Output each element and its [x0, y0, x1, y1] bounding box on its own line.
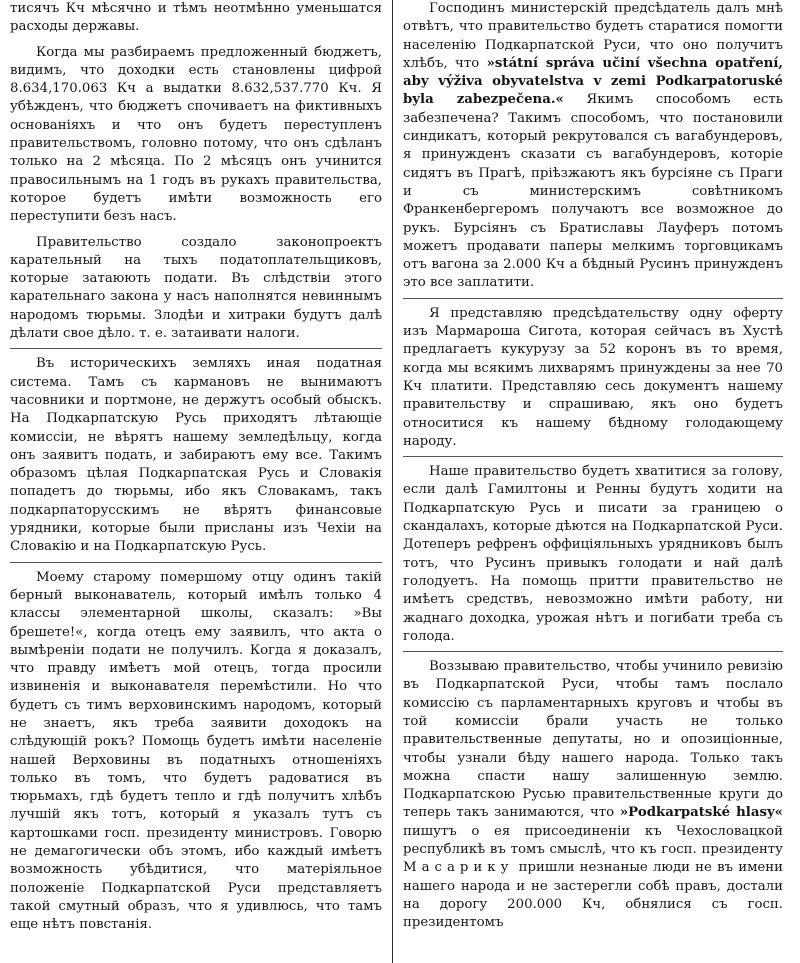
column-divider	[392, 0, 393, 963]
right-p4-text-b: пишутъ о ея присоединеніи къ Чехословацкой республикѣ въ томъ смыслѣ, что къ госп. президенту	[403, 823, 783, 858]
right-p1-quote: »státní správa učiní všechna opatření, aby výživa obyvatelstva v zemi Podkarpatoruské byla zabezpečena.«	[403, 55, 783, 108]
right-p1-text-b: Якимъ способомъ есть забезпечена? Такимъ способомъ, что постановили синдикатъ, который рекрутовался съ вагабундеровъ, я принужденъ сказати съ вагабундеровъ, которіе сидятъ въ Прагѣ, пріѣзжаютъ якъ бурсіяне съ Праги и съ министерскимъ совѣтникомъ Франкенбергеромъ получаютъ все возможное до рукъ. Бурсіянъ съ Братиславы Лауферъ потомъ можетъ продавати паперы мелкимъ торговцикамъ отъ вагона за 2.000 Кч а бѣдный Русинъ принужденъ это все заплатити.	[403, 92, 783, 291]
right-section-rule	[403, 456, 783, 457]
right-section-rule	[403, 651, 783, 652]
right-column	[403, 0, 783, 963]
right-p1-text-a: Господинъ министерскій предсѣдатель далъ мнѣ отвѣтъ, что правительство будетъ старатися помогти населенію Подкарпатской Руси, что оно получитъ хлѣбъ, что	[403, 1, 783, 71]
right-p4-name: Масарику	[403, 860, 514, 876]
left-paragraph-2: Когда мы разбираемъ предложенный бюджетъ, видимъ, что доходки есть становлены цифрой 8.634,170.063 Кч а выдатки 8.632,537.770 Кч. Я убѣжденъ, что бюджетъ спочиваетъ на фиктивныхъ основаніяхъ и что онъ будетъ переступленъ правительствомъ, головно потому, что онъ сдѣланъ только на 2 мѣсяца. По 2 мѣсяцъ онъ учинится правосильнымъ на 1 годъ въ рукахъ правительства, которое будетъ имѣти возможность его переступити безъ насъ.	[10, 44, 382, 225]
left-paragraph-3: Правительство создало законопроектъ карательный на тыхъ податоплательщиковъ, которые затаюють подати. Въ слѣдствіи этого карательнаго закона у насъ наполнятся невиннымъ народомъ тюрьмы. Злодѣи и хитраки будутъ далѣ дѣлати свое дѣло. т. е. затаивати налоги.	[10, 234, 382, 342]
right-section-rule	[403, 298, 783, 299]
right-p4-text-a: Воззываю правительство, чтобы учинило ревизію въ Подкарпатской Руси, чтобы тамъ послало комиссію съ парламентарныхъ круговъ и чтобы въ той комиссіи брали участь не только правительственные депутаты, но и опозиціонные, чтобы узнали бѣду нашего народа. Только такъ можна спасти нашу залишенную землю. Подкарпатскою Русью правительственные круги до теперь такъ занимаются, что	[403, 659, 783, 821]
right-p4-quote: »Podkarpatské hlasy«	[619, 805, 783, 821]
left-paragraph-5: Моему старому помершому отцу одинъ такій берный выконаватель, который имѣлъ только 4 классы элементарной школы, сказалъ: »Вы брешете!«, когда отецъ ему заявилъ, что акта о вымѣреніи подати не получилъ. Когда я доказалъ, что правду имѣетъ мой отецъ, тогда просили извиненія и выконавателя перемѣстили. Но что будетъ съ тимъ верховинскимъ народомъ, который не знаетъ, якъ треба заявити доходокъ на слѣдующій рокъ? Помощь будетъ имѣти населеніе нашей Верховины въ податныхъ отношеніяхъ только въ томъ, что будетъ радоватися въ тюрьмахъ, гдѣ будетъ тепло и гдѣ получитъ хлѣбъ лучшій якъ тотъ, который я указалъ тутъ съ картошками госп. президенту министровъ. Говорю не демагогически объ этомъ, ибо каждый имѣетъ возможность убѣдитися, что матеріяльное положеніе Подкарпатской Руси представляетъ такой смутный образъ, что я удивлюсь, что тамъ еще нѣтъ повстанія.	[10, 569, 382, 933]
left-paragraph-1: тисячъ Кч мѣсячно и тѣмъ неотмѣнно уменьшатся расходы державы.	[10, 1, 382, 35]
right-paragraph-4	[403, 658, 783, 932]
left-paragraph-4: Въ историческихъ земляхъ иная податная система. Тамъ съ кармановъ не вынимаютъ часовники и портмоне, не держутъ особый обыскъ. На Подкарпатскую Русь приходятъ лѣтающіе комиссіи, не вѣрятъ нашему земледѣльцу, когда онъ заявитъ подать, и забираютъ ему все. Такимъ образомъ цѣлая Подкарпатская Русь и Словакія попадетъ до тюрьмы, ибо якъ Словакамъ, такъ подкарпаторусскимъ не вѣрятъ финансовые урядники, которые были присланы изъ Чехіи на Словакію и на Подкарпатскую Русь.	[10, 356, 382, 555]
left-section-rule	[10, 562, 382, 563]
right-paragraph-1	[403, 0, 783, 293]
right-paragraph-3: Наше правительство будетъ хватитися за голову, если далѣ Гамилтоны и Ренны будутъ ходити на Подкарпатскую Русь и писати за границею о скандалахъ, которые дѣются на Подкарпатской Руси. Дотеперъ рефренъ оффиціяльныхъ урядниковъ былъ тотъ, что Русинъ привыкъ голодати и най далѣ голодуетъ. На помощь притти правительство не имѣетъ средствъ, невозможно имѣти работу, ни жаднаго доходка, урожая нѣтъ и погибати треба съ голода.	[403, 464, 783, 644]
right-paragraph-2: Я представляю предсѣдательству одну оферту изъ Мармароша Сигота, которая сейчасъ въ Хустѣ предлагаетъ кукурузу за 52 коронъ въ то время, когда мы всякимъ лихварямъ принуждены за нее 70 Кч платити. Представляю сесь документъ нашему правительству и спрашиваю, якъ оно будетъ относитися къ нашему бѣдному голодающему народу.	[403, 305, 783, 449]
left-section-rule	[10, 348, 382, 349]
left-column	[10, 0, 382, 963]
right-p4-text-c: пришли незнаные люди не въ имени нашего народа и не застерегли собѣ правъ, достали на дорогу 200.000 Кч, обнялися съ госп. президентомъ	[403, 860, 783, 931]
